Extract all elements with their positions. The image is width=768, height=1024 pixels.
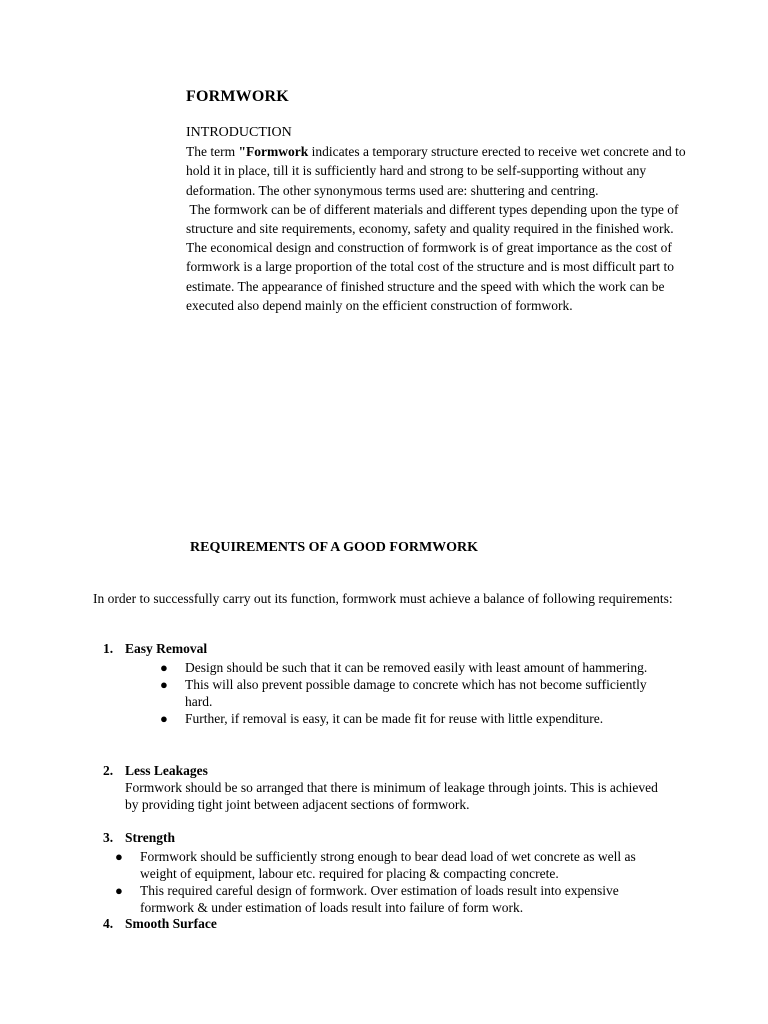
requirements-heading: REQUIREMENTS OF A GOOD FORMWORK	[190, 540, 479, 555]
list-item-text: This required careful design of formwork. Over estimation of loads result into expensive formwork & under estimation of loads result into failure of form work.	[140, 883, 619, 915]
requirement-strength	[103, 829, 673, 916]
list-item	[103, 882, 673, 916]
requirement-title	[103, 640, 673, 657]
requirement-title-text: Easy Removal	[125, 641, 208, 656]
requirement-title	[103, 829, 673, 846]
list-item	[103, 676, 673, 710]
requirement-smooth-surface	[103, 915, 673, 932]
requirement-title	[103, 915, 673, 932]
bullet-icon: ●	[160, 660, 168, 675]
requirement-number: 3.	[103, 830, 114, 845]
intro-p2-text: The formwork can be of different materials and different types depending upon the type of structure and site requirements, economy, safety and quality required in the finished work.	[186, 201, 679, 237]
list-item-text: This will also prevent possible damage to concrete which has not become sufficiently hard.	[185, 677, 647, 709]
list-item-text: Design should be such that it can be removed easily with least amount of hammering.	[185, 660, 648, 675]
requirement-title-text: Strength	[125, 830, 176, 845]
intro-p1-prefix: The term	[186, 144, 239, 160]
list-item	[103, 710, 673, 727]
list-item	[103, 659, 673, 676]
bullet-icon: ●	[160, 711, 168, 726]
introduction-body	[186, 142, 686, 315]
list-item-text: Formwork should be sufficiently strong enough to bear dead load of wet concrete as well as weight of equipment, labour etc. required for placing & compacting concrete.	[140, 849, 636, 881]
requirement-less-leakages	[103, 762, 673, 813]
introduction-heading: INTRODUCTION	[186, 125, 292, 140]
requirement-number: 1.	[103, 641, 114, 656]
intro-term-formwork: "Formwork	[238, 144, 309, 160]
bullet-icon: ●	[115, 883, 123, 898]
intro-paragraph-3: The economical design and construction of formwork is of great importance as the cost of formwork is a large proportion of the total cost of the structure and is most difficult part to estimate. The appearance of finished structure and the speed with which the work can be executed also depend mainly on the efficient construction of formwork.	[186, 240, 675, 313]
bullet-icon: ●	[160, 677, 168, 692]
list-item	[103, 848, 673, 882]
intro-p1-rest: indicates a temporary structure erected to receive wet concrete and to hold it in place, till it is sufficiently hard and strong to be self-supporting without any deformation. The other synonymous terms used are: shuttering and centring.	[186, 144, 686, 198]
document-title: FORMWORK	[186, 88, 289, 105]
introduction-section	[186, 123, 686, 315]
intro-paragraph-1	[186, 142, 686, 200]
requirement-number: 2.	[103, 763, 114, 778]
list-item-text: Further, if removal is easy, it can be made fit for reuse with little expenditure.	[185, 711, 604, 726]
requirement-easy-removal	[103, 640, 673, 727]
bullet-list	[103, 848, 673, 916]
bullet-list	[103, 659, 673, 727]
requirement-title	[103, 762, 673, 779]
requirement-title-text: Less Leakages	[125, 763, 208, 778]
requirement-body: Formwork should be so arranged that there is minimum of leakage through joints. This is achieved by providing tight joint between adjacent sections of formwork.	[125, 780, 658, 812]
requirement-title-text: Smooth Surface	[125, 916, 217, 931]
requirement-number: 4.	[103, 916, 114, 931]
intro-paragraph-2	[186, 200, 686, 238]
bullet-icon: ●	[115, 849, 123, 864]
requirements-lead: In order to successfully carry out its function, formwork must achieve a balance of following requirements:	[93, 591, 673, 606]
